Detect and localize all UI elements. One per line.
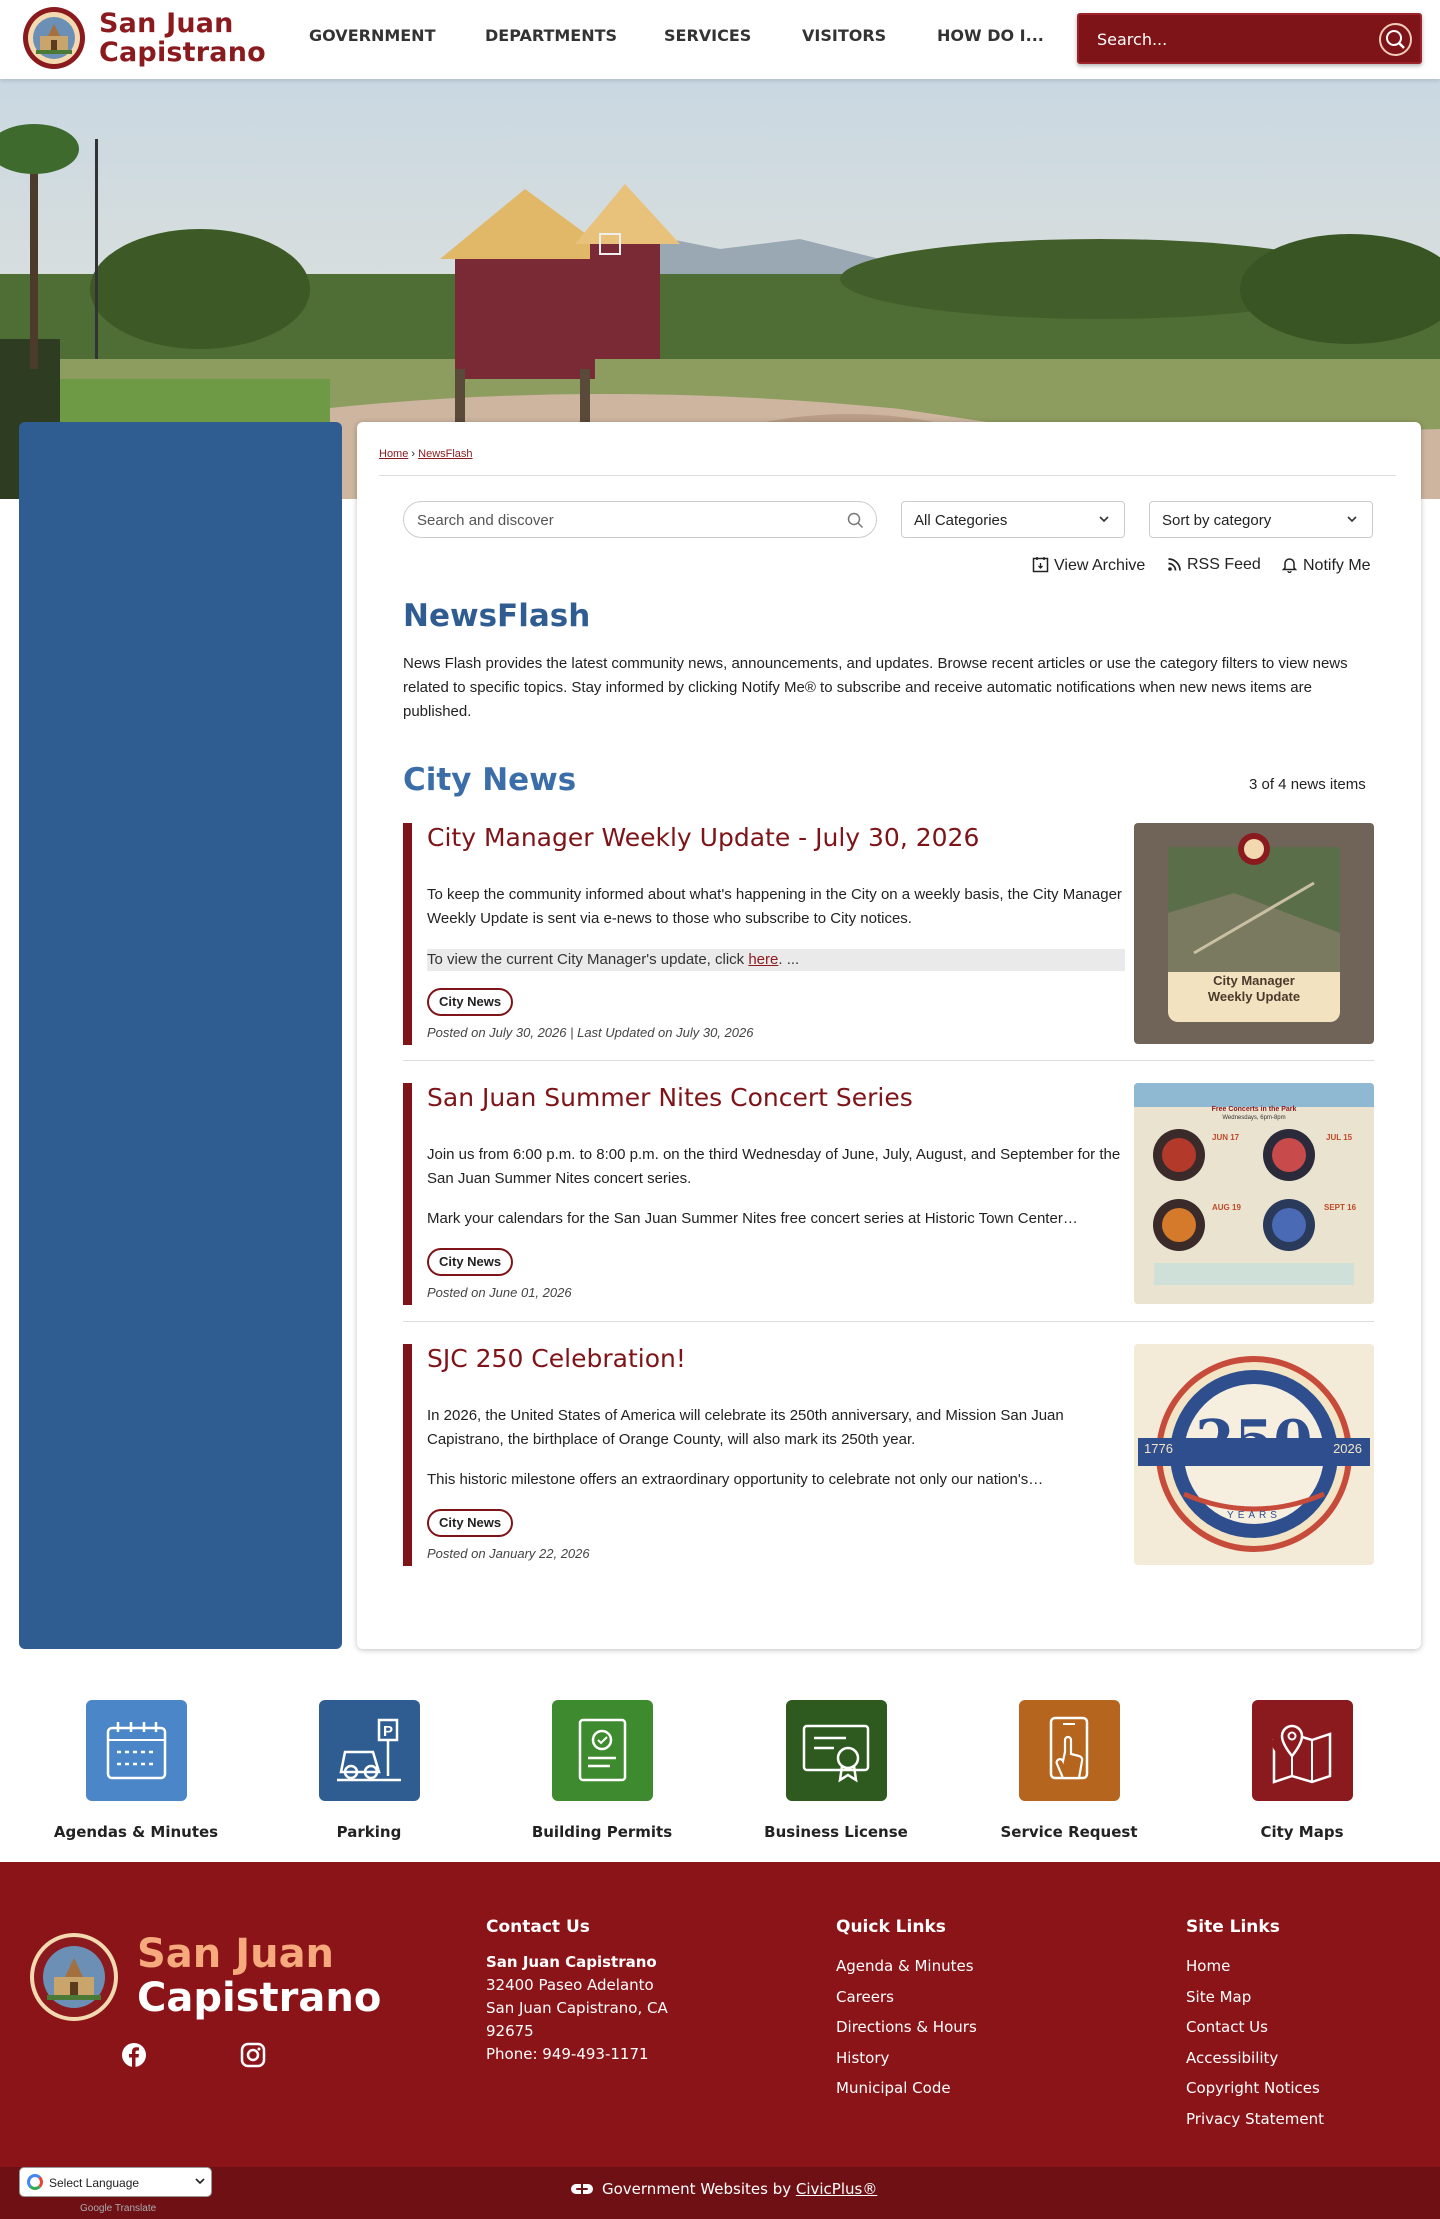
nav-visitors[interactable]: VISITORS: [802, 26, 887, 45]
thumb-date-1: JUN 17: [1212, 1133, 1240, 1142]
nav-how-do-i[interactable]: HOW DO I...: [937, 26, 1044, 45]
site-search[interactable]: [1077, 13, 1422, 64]
breadcrumb-current[interactable]: NewsFlash: [418, 448, 473, 460]
news-divider: [403, 1321, 1374, 1322]
thumb-year-left: 1776: [1144, 1441, 1173, 1456]
category-select-value: All Categories: [914, 512, 1008, 529]
news-item-highlight: [427, 949, 1125, 971]
footer-contact: [486, 1917, 668, 2066]
quick-link-label: Building Permits: [531, 1823, 673, 1841]
footer-contact-heading: Contact Us: [486, 1917, 590, 1937]
footer-link-agenda[interactable]: Agenda & Minutes: [836, 1957, 974, 1975]
permit-icon: [552, 1700, 653, 1801]
category-select[interactable]: [901, 501, 1125, 538]
news-item-thumbnail[interactable]: [1134, 1344, 1374, 1565]
category-tag[interactable]: City News: [427, 1248, 513, 1276]
chevron-down-icon: [195, 2174, 205, 2191]
quick-link-building-permits[interactable]: [502, 1700, 702, 1841]
thumb-caption-2: Weekly Update: [1207, 989, 1301, 1004]
page-intro: News Flash provides the latest community news, announcements, and updates. Browse recent articles or use the category filters to view news related to specific topics. Stay informed by clicking Notify Me® to subscribe and receive automatic notifications when new news items are published.: [403, 655, 1348, 720]
google-label: Google: [80, 2203, 113, 2214]
facebook-icon[interactable]: [121, 2042, 147, 2068]
svg-text:P: P: [382, 1723, 393, 1740]
news-item-title[interactable]: SJC 250 Celebration!: [427, 1344, 686, 1373]
news-item-count: 3 of 4 news items: [1249, 776, 1366, 793]
logo-line-2: Capistrano: [99, 37, 266, 68]
sort-select-value: Sort by category: [1162, 512, 1272, 529]
highlight-text: To view the current City Manager's update, click: [427, 951, 749, 968]
parking-icon: [319, 1700, 420, 1801]
thumb-word: YEARS: [1227, 1510, 1281, 1521]
news-item: [403, 1344, 1374, 1566]
footer-site-links: [1186, 1917, 1324, 2134]
footer-link-municipal-code[interactable]: Municipal Code: [836, 2079, 951, 2097]
quick-link-label: City Maps: [1260, 1823, 1344, 1841]
civicplus-logo-icon: [570, 2181, 594, 2197]
nav-government[interactable]: GOVERNMENT: [309, 26, 436, 45]
logo-line-1: San Juan: [99, 8, 234, 39]
thumb-number: 250: [1195, 1408, 1313, 1474]
sort-select[interactable]: [1149, 501, 1373, 538]
posted-date: Posted on July 30, 2026 | Last Updated on July 30, 2026: [427, 1025, 754, 1040]
news-item-body: To keep the community informed about what's happening in the City on a weekly basis, the City Manager Weekly Update is sent via e-news to those who subscribe to City notices.: [427, 886, 1122, 927]
breadcrumb-home[interactable]: Home: [379, 448, 409, 460]
notify-me-link[interactable]: [1281, 556, 1371, 575]
highlight-ellipsis: . ...: [778, 951, 800, 968]
chevron-down-icon: [1346, 512, 1358, 530]
footer-link-contact[interactable]: Contact Us: [1186, 2018, 1268, 2036]
license-icon: [786, 1700, 887, 1801]
news-item-body-2: Mark your calendars for the San Juan Summer Nites free concert series at Historic Town Center…: [427, 1210, 1078, 1227]
news-search-input[interactable]: [403, 501, 877, 538]
news-item-thumbnail[interactable]: [1134, 823, 1374, 1044]
news-item-accent: [403, 1083, 412, 1305]
news-divider: [403, 1060, 1374, 1061]
google-g-icon: [27, 2174, 43, 2190]
footer-link-accessibility[interactable]: Accessibility: [1186, 2048, 1279, 2067]
quick-link-label: Agendas & Minutes: [53, 1823, 219, 1841]
site-header: [0, 0, 1440, 79]
view-archive-link[interactable]: [1032, 556, 1145, 575]
quick-links-bar: [0, 1690, 1440, 1862]
news-item-title[interactable]: City Manager Weekly Update - July 30, 2026: [427, 823, 980, 852]
rss-icon: [1167, 557, 1182, 572]
side-navigation-panel: [19, 422, 342, 1649]
posted-date: Posted on January 22, 2026: [427, 1546, 590, 1561]
footer-logo-text[interactable]: [137, 1932, 381, 2020]
footer-address-1: 32400 Paseo Adelanto: [486, 1976, 654, 1994]
footer-address-2: San Juan Capistrano, CA: [486, 1999, 668, 2017]
archive-icon: [1032, 556, 1049, 573]
footer-city-seal[interactable]: [29, 1932, 119, 2022]
language-select-value: Select Language: [49, 2176, 140, 2190]
breadcrumb: [379, 448, 473, 460]
news-item-body-2: This historic milestone offers an extraordinary opportunity to celebrate not only our nation's…: [427, 1471, 1044, 1488]
footer-link-directions[interactable]: Directions & Hours: [836, 2018, 977, 2036]
city-seal-logo[interactable]: [22, 6, 86, 70]
footer-site-links-heading: Site Links: [1186, 1917, 1280, 1937]
news-item: [403, 1083, 1374, 1305]
footer-logo-line-1: San Juan: [137, 1931, 335, 1977]
site-search-input[interactable]: Search...: [1097, 30, 1168, 49]
footer-phone[interactable]: Phone: 949-493-1171: [486, 2045, 649, 2063]
search-icon[interactable]: [1379, 23, 1412, 56]
translate-label: Translate: [114, 2203, 157, 2214]
instagram-icon[interactable]: [240, 2042, 266, 2068]
nav-services[interactable]: SERVICES: [664, 26, 752, 45]
notify-me-label: Notify Me: [1303, 557, 1371, 574]
news-item-body: In 2026, the United States of America will celebrate its 250th anniversary, and Mission San Juan Capistrano, the birthplace of Orange County, will also mark its 250th year.: [427, 1407, 1064, 1448]
thumb-year-right: 2026: [1333, 1441, 1362, 1456]
thumb-date-2: JUL 15: [1326, 1133, 1353, 1142]
footer-link-home[interactable]: Home: [1186, 1957, 1231, 1975]
civicplus-text: Government Websites by: [602, 2180, 796, 2198]
news-item-thumbnail[interactable]: [1134, 1083, 1374, 1304]
thumb-date-4: SEPT 16: [1324, 1203, 1357, 1212]
quick-link-label: Service Request: [1000, 1823, 1138, 1841]
site-footer: [0, 1862, 1440, 2167]
quick-link-label: Parking: [336, 1823, 402, 1841]
category-title: City News: [403, 762, 577, 798]
here-link[interactable]: here: [748, 951, 779, 968]
language-select[interactable]: [19, 2167, 212, 2197]
view-archive-label: View Archive: [1054, 557, 1146, 574]
footer-link-history[interactable]: History: [836, 2048, 890, 2067]
posted-date: Posted on June 01, 2026: [427, 1285, 572, 1300]
news-item-title[interactable]: San Juan Summer Nites Concert Series: [427, 1083, 913, 1112]
footer-link-careers[interactable]: Careers: [836, 1987, 894, 2006]
category-tag[interactable]: City News: [427, 1509, 513, 1537]
footer-logo-line-2: Capistrano: [137, 1975, 382, 2021]
footer-contact-name: San Juan Capistrano: [486, 1953, 657, 1971]
quick-link-parking[interactable]: [269, 1700, 469, 1841]
news-item-accent: [403, 1344, 412, 1566]
news-item-body: Join us from 6:00 p.m. to 8:00 p.m. on the third Wednesday of June, July, August, and September for the San Juan Summer Nites concert series.: [427, 1146, 1121, 1187]
footer-link-site-map[interactable]: Site Map: [1186, 1987, 1252, 2006]
rss-feed-label: RSS Feed: [1187, 556, 1261, 573]
quick-link-city-maps[interactable]: [1202, 1700, 1402, 1841]
news-item: [403, 823, 1374, 1045]
footer-link-privacy[interactable]: Privacy Statement: [1186, 2109, 1325, 2128]
site-logo-text[interactable]: [99, 9, 266, 67]
quick-link-service-request[interactable]: [969, 1700, 1169, 1841]
civicplus-credit: [570, 2180, 877, 2198]
page-title: NewsFlash: [403, 598, 591, 634]
quick-link-business-license[interactable]: [736, 1700, 936, 1841]
breadcrumb-separator: ›: [411, 448, 416, 460]
category-tag[interactable]: City News: [427, 988, 513, 1016]
footer-zip: 92675: [486, 2022, 534, 2040]
google-translate-credit[interactable]: [80, 2203, 156, 2214]
footer-quick-links: [836, 1917, 977, 2104]
phone-tap-icon: [1019, 1700, 1120, 1801]
footer-quick-links-heading: Quick Links: [836, 1917, 946, 1937]
nav-departments[interactable]: DEPARTMENTS: [485, 26, 618, 45]
thumb-sub: Wednesdays, 6pm-8pm: [1222, 1115, 1286, 1121]
map-icon: [1252, 1700, 1353, 1801]
breadcrumb-divider: [379, 475, 1396, 476]
thumb-date-3: AUG 19: [1212, 1203, 1241, 1212]
search-icon[interactable]: [847, 512, 864, 534]
thumb-caption-1: City Manager: [1213, 973, 1295, 988]
quick-link-agendas[interactable]: [36, 1700, 236, 1841]
quick-link-label: Business License: [764, 1823, 908, 1841]
calendar-icon: [86, 1700, 187, 1801]
news-item-accent: [403, 823, 412, 1045]
rss-feed-link[interactable]: [1167, 556, 1261, 574]
civicplus-link[interactable]: CivicPlus®: [795, 2180, 878, 2198]
footer-link-copyright[interactable]: Copyright Notices: [1186, 2079, 1320, 2097]
bell-icon: [1281, 556, 1298, 573]
chevron-down-icon: [1098, 512, 1110, 530]
thumb-header: Free Concerts in the Park: [1211, 1106, 1297, 1113]
news-search-placeholder: Search and discover: [417, 512, 554, 529]
